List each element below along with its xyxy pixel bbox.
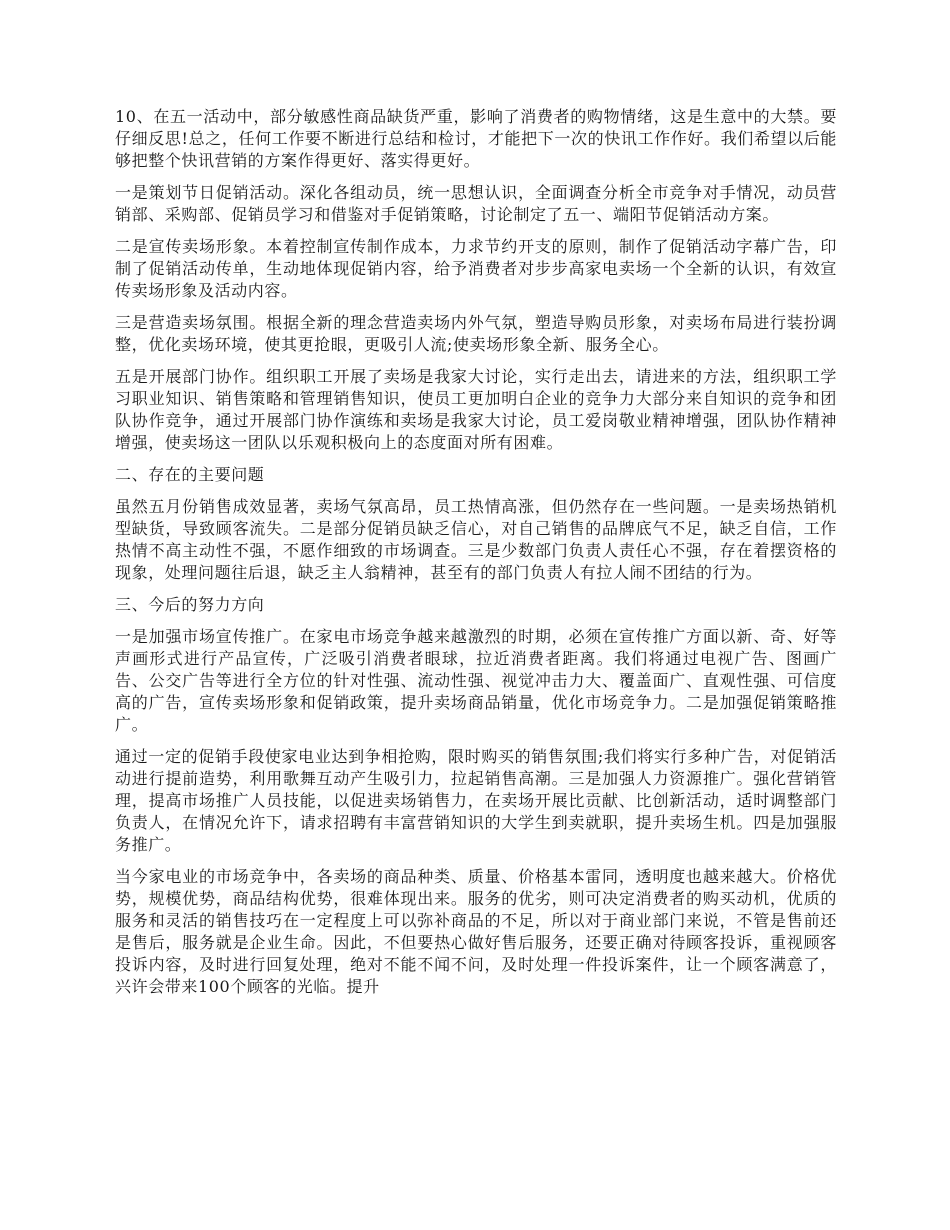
paragraph-promotion-strategy: 通过一定的促销手段使家电业达到争相抢购，限时购买的销售氛围;我们将实行多种广告，对促销活动进行提前造势，利用歌舞互动产生吸引力，拉起销售高潮。三是加强人力资源推广。强化营销管理，提高市场推广人员技能，以促进卖场销售力，在卖场开展比贡献、比创新活动，适时调整部门负责人，在情况允许下，请求招聘有丰富营销知识的大学生到卖就职，提升卖场生机。四是加强服务推广。	[115, 747, 837, 854]
section-heading-problems: 二、存在的主要问题	[115, 465, 265, 484]
paragraph-holiday-promotion: 一是策划节日促销活动。深化各组动员，统一思想认识，全面调查分析全市竞争对手情况，动员营销部、采购部、促销员学习和借鉴对手促销策略，讨论制定了五一、端阳节促销活动方案。	[115, 183, 837, 224]
section-heading-future-direction: 三、今后的努力方向	[115, 595, 265, 614]
paragraph-service-promotion: 当今家电业的市场竞争中，各卖场的商品种类、质量、价格基本雷同，透明度也越来越大。价格优势，规模优势，商品结构优势，很难体现出来。服务的优劣，则可决定消费者的购买动机，优质的服务和灵活的销售技巧在一定程度上可以弥补商品的不足，所以对于商业部门来说，不管是售前还是售后，服务就是企业生命。因此，不但要热心做好售后服务，还要正确对待顾客投诉，重视顾客投诉内容，及时进行回复处理，绝对不能不闻不问，及时处理一件投诉案件，让一个顾客满意了，兴许会带来100个顾客的光临。提升	[115, 867, 837, 996]
paragraph-marketing-promotion: 一是加强市场宣传推广。在家电市场竞争越来越激烈的时期，必须在宣传推广方面以新、奇、好等声画形式进行产品宣传，广泛吸引消费者眼球，拉近消费者距离。我们将通过电视广告、图画广告、公交广告等进行全方位的针对性强、流动性强、视觉冲击力大、覆盖面广、直观性强、可信度高的广告，宣传卖场形象和促销政策，提升卖场商品销量，优化市场竞争力。二是加强促销策略推广。	[115, 627, 837, 734]
paragraph-stockout-review: 10、在五一活动中，部分敏感性商品缺货严重，影响了消费者的购物情绪，这是生意中的大禁。要仔细反思!总之，任何工作要不断进行总结和检讨，才能把下一次的快讯工作作好。我们希望以后能够把整个快讯营销的方案作得更好、落实得更好。	[115, 107, 837, 170]
paragraph-store-image: 二是宣传卖场形象。本着控制宣传制作成本，力求节约开支的原则，制作了促销活动字幕广告，印制了促销活动传单，生动地体现促销内容，给予消费者对步步高家电卖场一个全新的认识，有效宣传卖场形象及活动内容。	[115, 237, 837, 300]
paragraph-problems: 虽然五月份销售成效显著，卖场气氛高昂，员工热情高涨，但仍然存在一些问题。一是卖场热销机型缺货，导致顾客流失。二是部分促销员缺乏信心，对自己销售的品牌底气不足，缺乏自信，工作热情不高主动性不强，不愿作细致的市场调查。三是少数部门负责人责任心不强，存在着摆资格的现象，处理问题往后退，缺乏主人翁精神，甚至有的部门负责人有拉人闹不团结的行为。	[115, 497, 837, 582]
paragraph-store-atmosphere: 三是营造卖场氛围。根据全新的理念营造卖场内外气氛，塑造导购员形象，对卖场布局进行装扮调整，优化卖场环境，使其更抢眼，更吸引人流;使卖场形象全新、服务全心。	[115, 313, 837, 354]
document-body	[115, 106, 837, 1008]
paragraph-department-collaboration: 五是开展部门协作。组织职工开展了卖场是我家大讨论，实行走出去，请进来的方法，组织职工学习职业知识、销售策略和管理销售知识，使员工更加明白企业的竞争力大部分来自知识的竞争和团队协作竞争，通过开展部门协作演练和卖场是我家大讨论，员工爱岗敬业精神增强，团队协作精神增强，使卖场这一团队以乐观积极向上的态度面对所有困难。	[115, 367, 837, 452]
